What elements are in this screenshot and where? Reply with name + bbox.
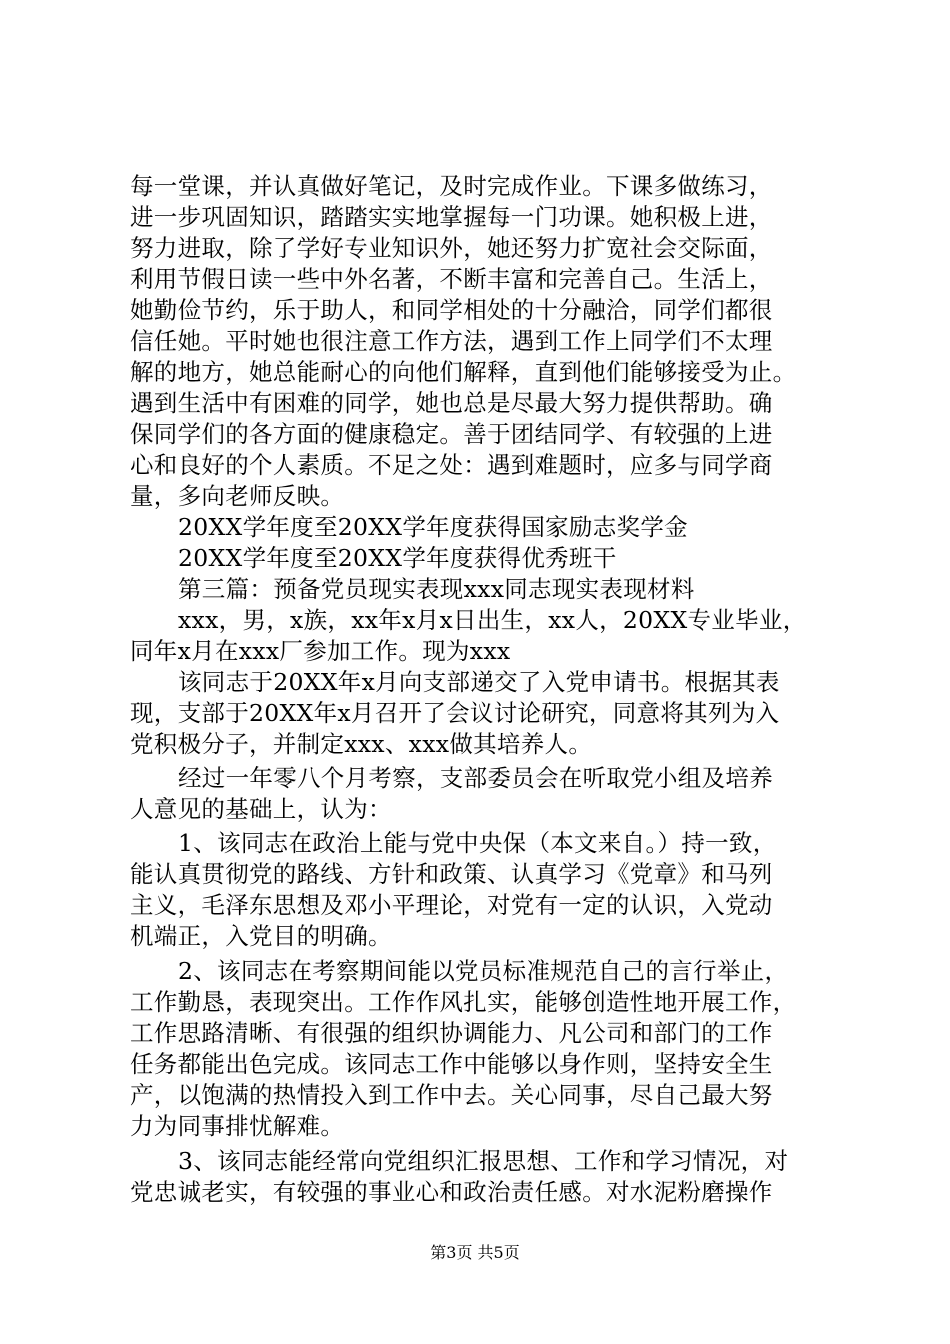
- paragraph-line: 产，以饱满的热情投入到工作中去。关心同事，尽自己最大努: [130, 1081, 773, 1109]
- paragraph-line: 解的地方，她总能耐心的向他们解释，直到他们能够接受为止。: [130, 358, 797, 386]
- paragraph-line: 党积极分子，并制定xxx、xxx做其培养人。: [130, 730, 593, 758]
- paragraph-line: 同年x月在xxx厂参加工作。现为xxx: [130, 637, 511, 665]
- paragraph-line: 进一步巩固知识，踏踏实实地掌握每一门功课。她积极上进，: [130, 203, 773, 231]
- paragraph-line: 心和良好的个人素质。不足之处：遇到难题时，应多与同学商: [130, 451, 773, 479]
- paragraph-line: 工作勤恳，表现突出。工作作风扎实，能够创造性地开展工作，: [130, 988, 797, 1016]
- award-line: 20XX学年度至20XX学年度获得国家励志奖学金: [178, 513, 688, 541]
- paragraph-line: 能认真贯彻党的路线、方针和政策、认真学习《党章》和马列: [130, 860, 773, 888]
- paragraph-line: 任务都能出色完成。该同志工作中能够以身作则，坚持安全生: [130, 1050, 773, 1078]
- paragraph-line: 现，支部于20XX年x月召开了会议讨论研究，同意将其列为入: [130, 699, 780, 727]
- paragraph-line: 她勤俭节约，乐于助人，和同学相处的十分融洽，同学们都很: [130, 296, 773, 324]
- paragraph-line: 保同学们的各方面的健康稳定。善于团结同学、有较强的上进: [130, 420, 773, 448]
- paragraph-line: xxx，男，x族，xx年x月x日出生，xx人，20XX专业毕业，: [178, 606, 807, 634]
- paragraph-line: 工作思路清晰、有很强的组织协调能力、凡公司和部门的工作: [130, 1019, 773, 1047]
- paragraph-line: 该同志于20XX年x月向支部递交了入党申请书。根据其表: [178, 668, 780, 696]
- paragraph-line: 党忠诚老实，有较强的事业心和政治责任感。对水泥粉磨操作: [130, 1178, 773, 1206]
- paragraph-line: 量，多向老师反映。: [130, 482, 345, 510]
- paragraph-line: 3、该同志能经常向党组织汇报思想、工作和学习情况，对: [178, 1147, 789, 1175]
- paragraph-line: 2、该同志在考察期间能以党员标准规范自己的言行举止，: [178, 957, 789, 985]
- paragraph-line: 人意见的基础上，认为：: [130, 795, 392, 823]
- paragraph-line: 利用节假日读一些中外名著，不断丰富和完善自己。生活上，: [130, 265, 773, 293]
- paragraph-line: 经过一年零八个月考察，支部委员会在听取党小组及培养: [178, 764, 773, 792]
- award-line: 20XX学年度至20XX学年度获得优秀班干: [178, 544, 617, 572]
- paragraph-line: 信任她。平时她也很注意工作方法，遇到工作上同学们不太理: [130, 327, 773, 355]
- page-footer: 第3页 共5页: [430, 1243, 520, 1262]
- paragraph-line: 主义，毛泽东思想及邓小平理论，对党有一定的认识，入党动: [130, 891, 773, 919]
- paragraph-line: 1、该同志在政治上能与党中央保（本文来自。）持一致，: [178, 829, 777, 857]
- paragraph-line: 机端正，入党目的明确。: [130, 922, 392, 950]
- paragraph-line: 力为同事排忧解难。: [130, 1112, 345, 1140]
- paragraph-line: 每一堂课，并认真做好笔记，及时完成作业。下课多做练习，: [130, 172, 773, 200]
- paragraph-line: 遇到生活中有困难的同学，她也总是尽最大努力提供帮助。确: [130, 389, 773, 417]
- paragraph-line: 努力进取，除了学好专业知识外，她还努力扩宽社会交际面，: [130, 234, 773, 262]
- section-heading: 第三篇：预备党员现实表现xxx同志现实表现材料: [178, 575, 695, 603]
